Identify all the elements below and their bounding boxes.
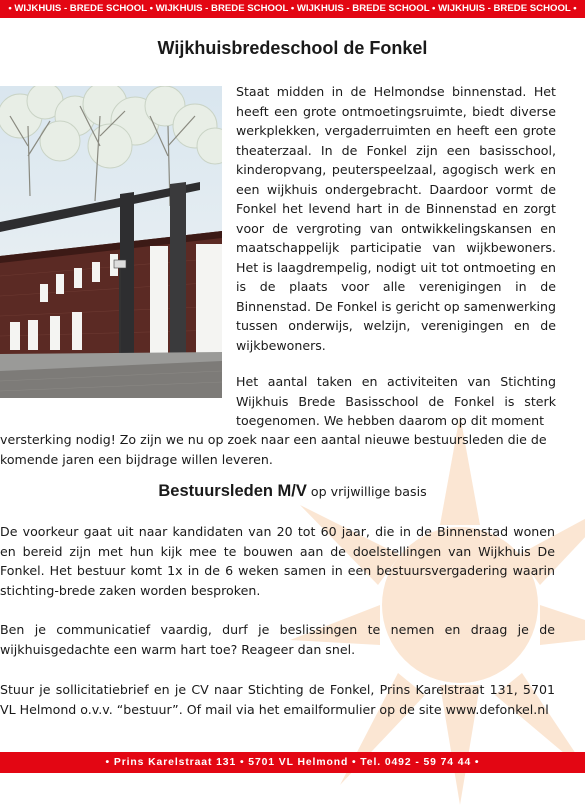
question-paragraph: Ben je communicatief vaardig, durf je beslissingen te nemen en draag je de wijkhuisgedachte een warm hart toe? Reageer dan snel.	[0, 622, 555, 657]
vacancy-heading-sub: op vrijwillige basis	[310, 484, 427, 499]
candidate-paragraph: De voorkeur gaat uit naar kandidaten van 20 tot 60 jaar, die in de Binnenstad wonen en bereid zijn met hun kijk mee te bouwen aan de doelstellingen van Wijkhuis De Fonkel. Het bestuur komt 1x in de 6 weken samen in een bestuursvergadering waarin stichting-brede zaken worden besproken.	[0, 524, 555, 598]
top-banner: • WIJKHUIS - BREDE SCHOOL • WIJKHUIS - BREDE SCHOOL • WIJKHUIS - BREDE SCHOOL • WIJKHUIS - BREDE SCHOOL •	[0, 0, 585, 18]
building-photo	[0, 86, 222, 398]
vacancy-heading	[0, 482, 585, 501]
activities-paragraph-continued: versterking nodig! Zo zijn we nu op zoek naar een aantal nieuwe bestuursleden die de komende jaren een bijdrage willen leveren.	[0, 432, 547, 467]
vacancy-heading-main: Bestuursleden M/V	[158, 482, 307, 500]
activities-paragraph: Het aantal taken en activiteiten van Stichting Wijkhuis Brede Basisschool de Fonkel is sterk toegenomen. We hebben daarom op dit moment	[236, 374, 556, 428]
footer-banner: • Prins Karelstraat 131 • 5701 VL Helmond • Tel. 0492 - 59 74 44 •	[0, 752, 585, 773]
page-title: Wijkhuisbredeschool de Fonkel	[157, 38, 428, 58]
contact-paragraph: Stuur je sollicitatiebrief en je CV naar Stichting de Fonkel, Prins Karelstraat 131, 5701 VL Helmond o.v.v. “bestuur”. Of mail via het emailformulier op de site www.defonkel.nl	[0, 682, 555, 717]
intro-paragraph: Staat midden in de Helmondse binnenstad. Het heeft een grote ontmoetingsruimte, biedt diverse werkplekken, vergaderruimten en heeft een grote theaterzaal. In de Fonkel zijn een basisschool, kinderopvang, peuterspeelzaal, agogisch werk en een wijkhuis ondergebracht. Daardoor vormt de Fonkel het levend hart in de Binnenstad en zorgt voor de vergroting van ontwikkelingskansen en maatschappelijk participatie van wijkbewoners. Het is laagdrempelig, nodigt uit tot ontmoeting en is de plaats voor alle verenigingen in de Binnenstad. De Fonkel is gericht op samenwerking tussen onderwijs, welzijn, verenigingen en de wijkbewoners.	[236, 84, 556, 353]
